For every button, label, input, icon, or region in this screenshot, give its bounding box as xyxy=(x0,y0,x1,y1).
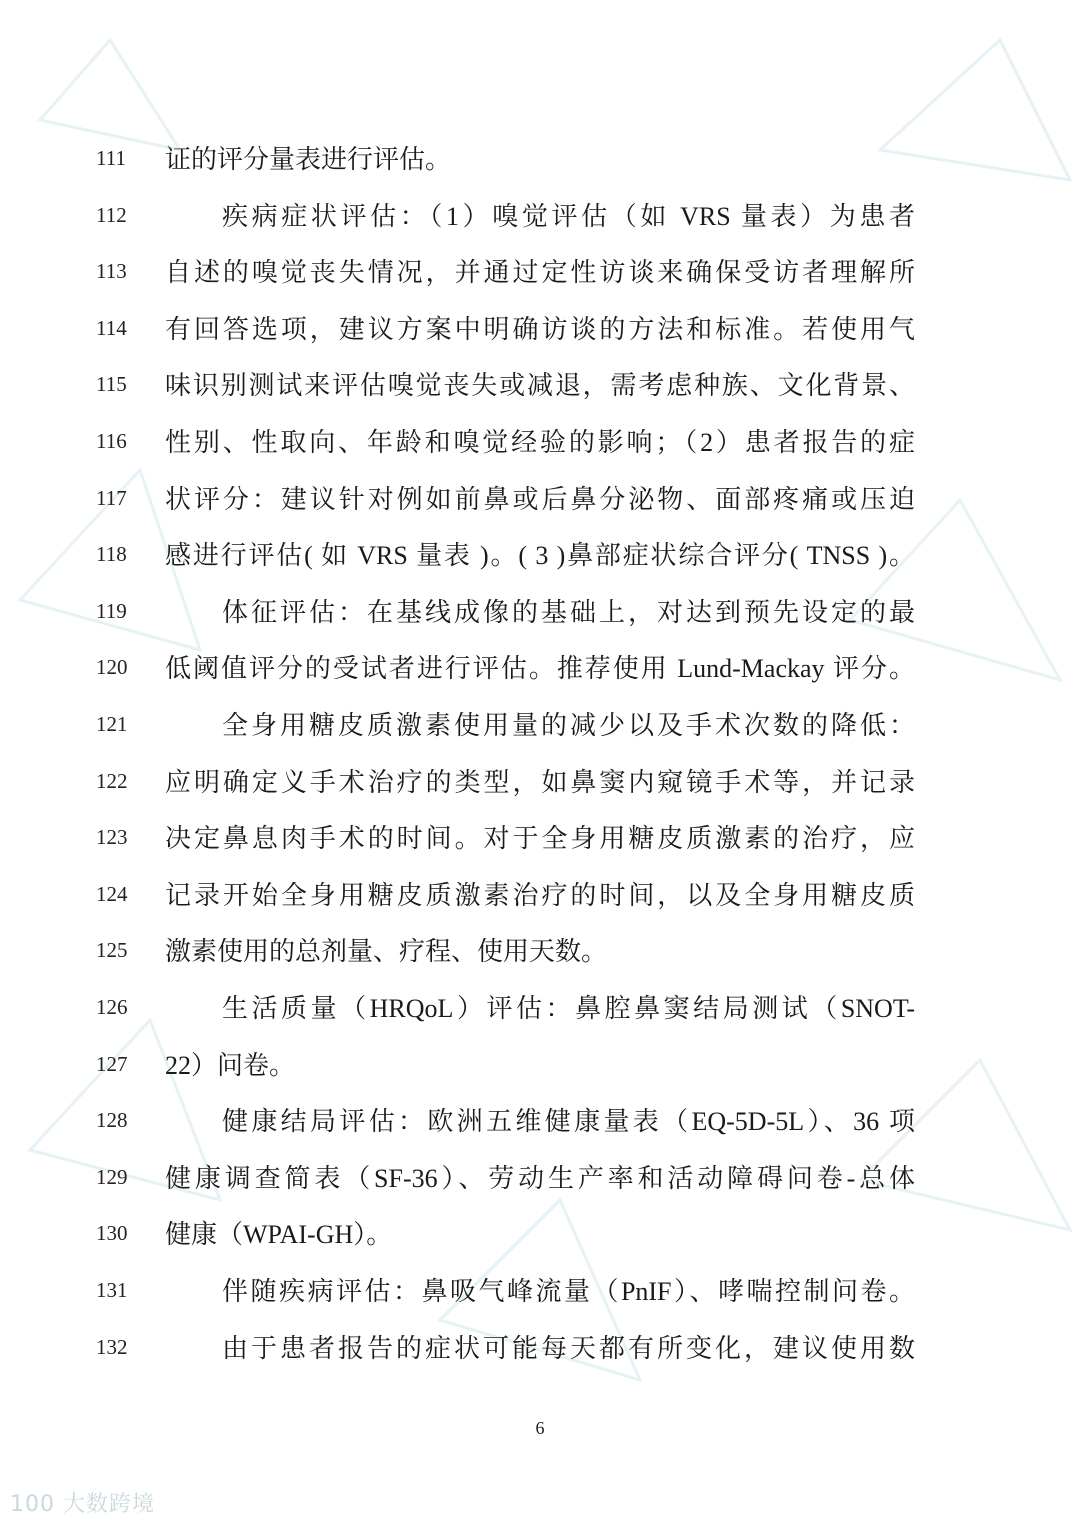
line-number: 121 xyxy=(96,712,128,736)
line-text: 有回答选项，建议方案中明确访谈的方法和标准。若使用气 xyxy=(165,314,915,344)
line-text: 健康（WPAI-GH）。 xyxy=(165,1220,393,1250)
text-line xyxy=(0,763,1080,803)
text-line xyxy=(0,593,1080,633)
text-line xyxy=(0,197,1080,237)
text-line xyxy=(0,253,1080,293)
line-text: 状评分：建议针对例如前鼻或后鼻分泌物、面部疼痛或压迫 xyxy=(165,484,915,514)
line-number: 114 xyxy=(96,315,127,340)
text-line xyxy=(0,1329,1080,1369)
line-number: 130 xyxy=(96,1221,128,1246)
text-line xyxy=(0,706,1080,746)
line-text: 由于患者报告的症状可能每天都有所变化，建议使用数 xyxy=(222,1333,915,1363)
text-line xyxy=(0,366,1080,406)
line-text: 证的评分量表进行评估。 xyxy=(165,145,452,174)
line-number: 115 xyxy=(96,372,127,397)
line-text: 体征评估：在基线成像的基础上，对达到预先设定的最 xyxy=(222,597,915,627)
text-line xyxy=(0,876,1080,916)
text-line xyxy=(0,536,1080,576)
text-line xyxy=(0,1215,1080,1255)
text-line xyxy=(0,1159,1080,1199)
line-text: 健康调查简表（SF-36）、劳动生产率和活动障碍问卷-总体 xyxy=(165,1163,915,1193)
line-number: 127 xyxy=(96,1051,128,1076)
line-text: 感进行评估( 如 VRS 量表 )。( 3 )鼻部症状综合评分( TNSS )。 xyxy=(165,541,915,571)
line-number: 131 xyxy=(96,1278,128,1302)
line-text: 22）问卷。 xyxy=(165,1050,296,1080)
line-text: 味识别测试来评估嗅觉丧失或减退，需考虑种族、文化背景、 xyxy=(165,371,915,401)
logo-icon: 100 xyxy=(10,1492,55,1517)
line-text: 生活质量（HRQoL）评估：鼻腔鼻窦结局测试（SNOT- xyxy=(222,994,915,1023)
text-line xyxy=(0,989,1080,1029)
line-text: 性别、性取向、年龄和嗅觉经验的影响；（2）患者报告的症 xyxy=(165,428,915,457)
line-number: 123 xyxy=(96,825,128,850)
line-number: 124 xyxy=(96,881,128,906)
text-line xyxy=(0,932,1080,972)
text-line xyxy=(0,480,1080,520)
page-number: 6 xyxy=(535,1418,545,1438)
line-text: 激素使用的总剂量、疗程、使用天数。 xyxy=(165,937,608,967)
text-line xyxy=(0,1272,1080,1312)
line-text: 伴随疾病评估：鼻吸气峰流量（PnIF）、哮喘控制问卷。 xyxy=(222,1277,915,1306)
line-number: 132 xyxy=(96,1334,128,1359)
line-number: 129 xyxy=(96,1164,128,1189)
text-line xyxy=(0,310,1080,350)
line-number: 128 xyxy=(96,1108,128,1133)
text-line xyxy=(0,649,1080,689)
text-line xyxy=(0,819,1080,859)
text-line xyxy=(0,1046,1080,1086)
line-text: 全身用糖皮质激素使用量的减少以及手术次数的降低： xyxy=(222,711,915,740)
line-number: 120 xyxy=(96,655,128,680)
watermark-brand: 大数跨境 xyxy=(63,1492,156,1517)
line-number: 126 xyxy=(96,995,128,1019)
line-number: 111 xyxy=(96,146,126,170)
line-number: 125 xyxy=(96,938,128,963)
line-number: 122 xyxy=(96,768,128,793)
watermark-logo xyxy=(10,1487,155,1518)
line-text: 决定鼻息肉手术的时间。对于全身用糖皮质激素的治疗，应 xyxy=(165,824,915,854)
line-number: 117 xyxy=(96,485,127,510)
line-number: 112 xyxy=(96,202,127,227)
line-number: 118 xyxy=(96,542,127,567)
line-number: 116 xyxy=(96,429,127,453)
line-number: 119 xyxy=(96,598,127,623)
line-text: 记录开始全身用糖皮质激素治疗的时间，以及全身用糖皮质 xyxy=(165,880,915,910)
line-text: 应明确定义手术治疗的类型，如鼻窦内窥镜手术等，并记录 xyxy=(165,767,915,797)
text-line xyxy=(0,1102,1080,1142)
text-line xyxy=(0,140,1080,180)
text-line xyxy=(0,423,1080,463)
line-number: 113 xyxy=(96,259,127,284)
line-text: 自述的嗅觉丧失情况，并通过定性访谈来确保受访者理解所 xyxy=(165,258,915,288)
line-text: 低阈值评分的受试者进行评估。推荐使用 Lund-Mackay 评分。 xyxy=(165,654,915,684)
line-text: 疾病症状评估：（1）嗅觉评估（如 VRS 量表）为患者 xyxy=(222,201,915,231)
line-text: 健康结局评估：欧洲五维健康量表（EQ-5D-5L）、36 项 xyxy=(222,1107,915,1137)
